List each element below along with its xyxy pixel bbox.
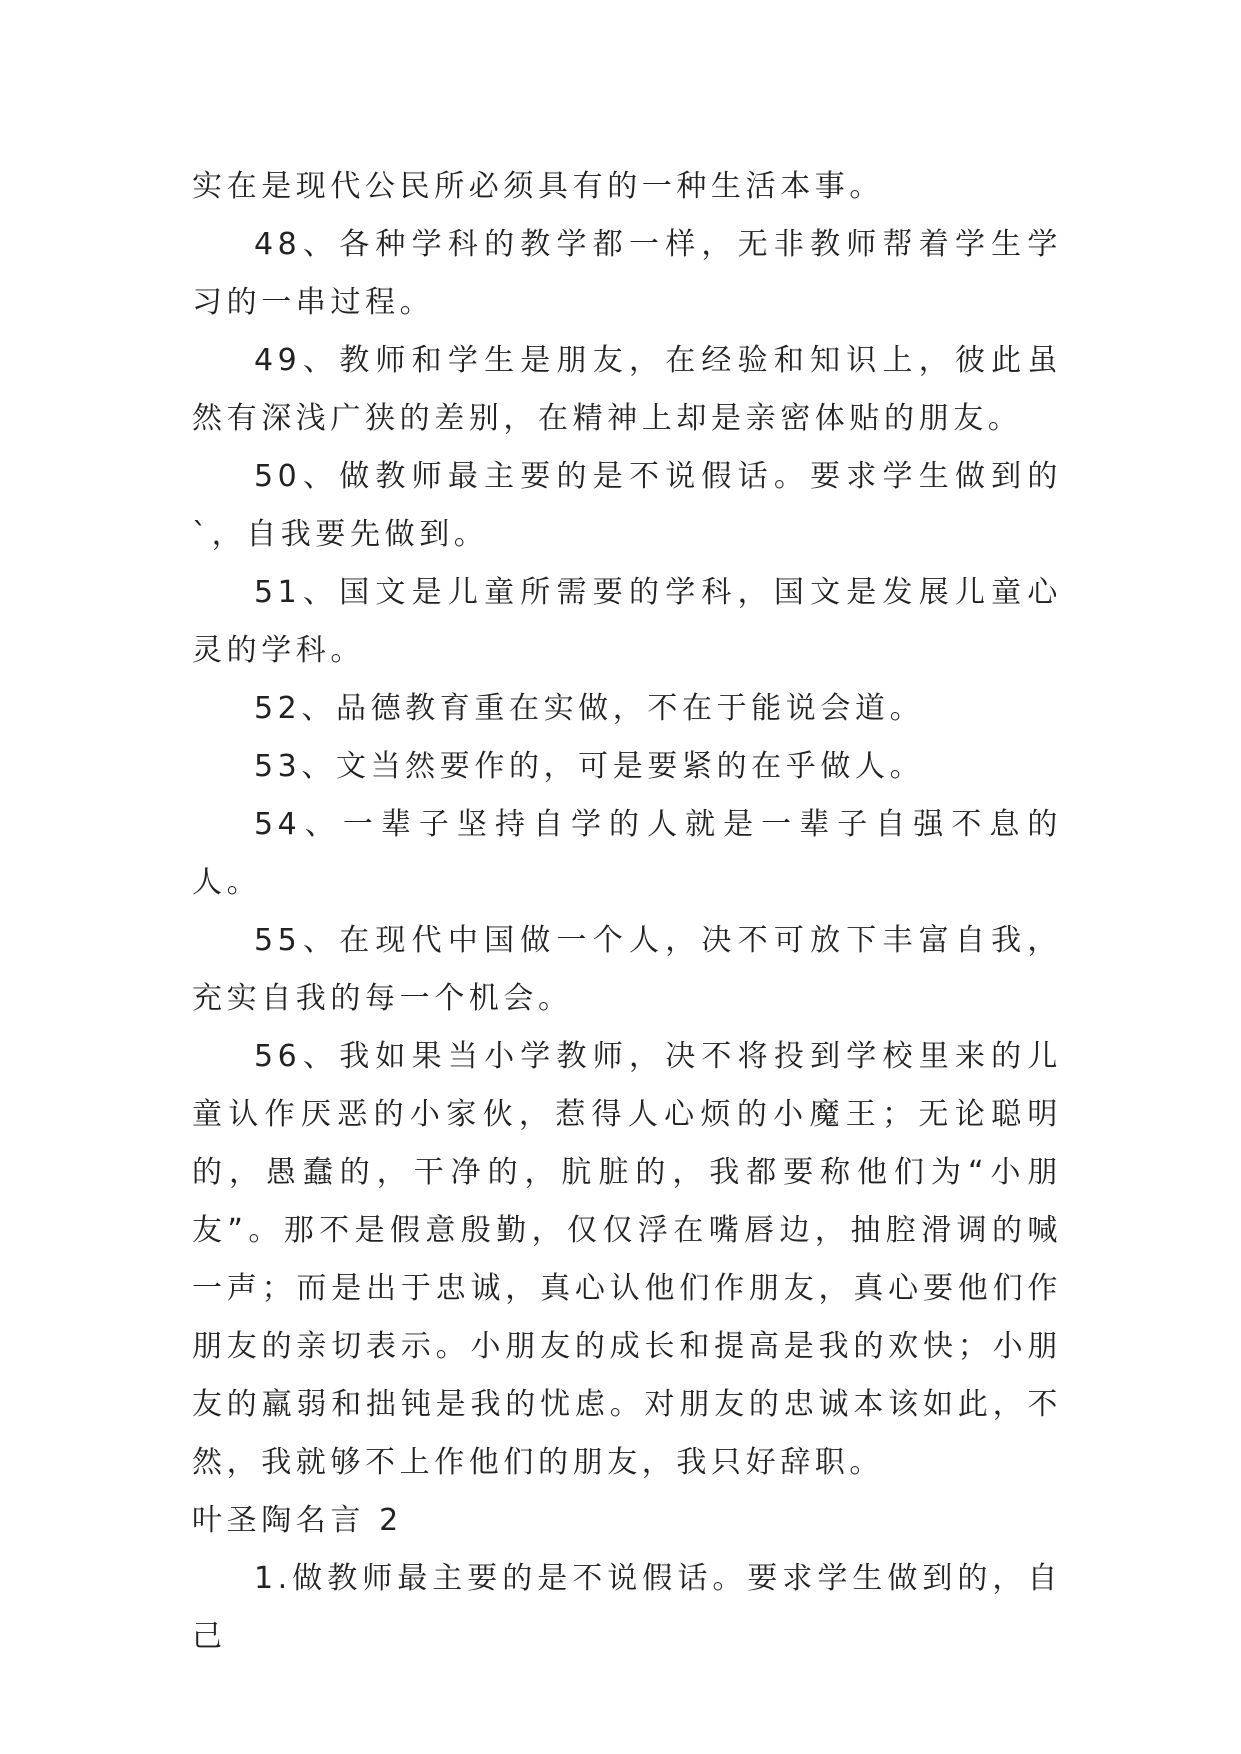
quote-1: 1.做教师最主要的是不说假话。要求学生做到的，自己 xyxy=(192,1561,1062,1654)
quote-51: 51、国文是儿童所需要的学科，国文是发展儿童心灵的学科。 xyxy=(192,575,1062,668)
quote-54: 54、一辈子坚持自学的人就是一辈子自强不息的人。 xyxy=(192,807,1062,900)
quote-56: 56、我如果当小学教师，决不将投到学校里来的儿童认作厌恶的小家伙，惹得人心烦的小魔王；无论聪明的，愚蠢的，干净的，肮脏的，我都要称他们为“小朋友”。那不是假意殷勤，仅仅浮在嘴唇边，抽腔滑调的喊一声；而是出于忠诚，真心认他们作朋友，真心要他们作朋友的亲切表示。小朋友的成长和提高是我的欢快；小朋友的羸弱和拙钝是我的忧虑。对朋友的忠诚本该如此，不然，我就够不上作他们的朋友，我只好辞职。 xyxy=(192,1039,1062,1480)
section-heading: 叶圣陶名言 2 xyxy=(192,1503,403,1538)
quote-52: 52、品德教育重在实做，不在于能说会道。 xyxy=(254,691,925,726)
quote-55: 55、在现代中国做一个人，决不可放下丰富自我，充实自我的每一个机会。 xyxy=(192,923,1062,1016)
quote-49: 49、教师和学生是朋友，在经验和知识上，彼此虽然有深浅广狭的差别，在精神上却是亲密体贴的朋友。 xyxy=(192,343,1062,436)
quote-50: 50、做教师最主要的是不说假话。要求学生做到的`，自我要先做到。 xyxy=(192,459,1062,552)
quote-48: 48、各种学科的教学都一样，无非教师帮着学生学习的一串过程。 xyxy=(192,227,1062,320)
quote-53: 53、文当然要作的，可是要紧的在乎做人。 xyxy=(254,749,925,784)
paragraph-continued: 实在是现代公民所必须具有的一种生活本事。 xyxy=(192,169,884,204)
document-body xyxy=(192,158,1062,1666)
